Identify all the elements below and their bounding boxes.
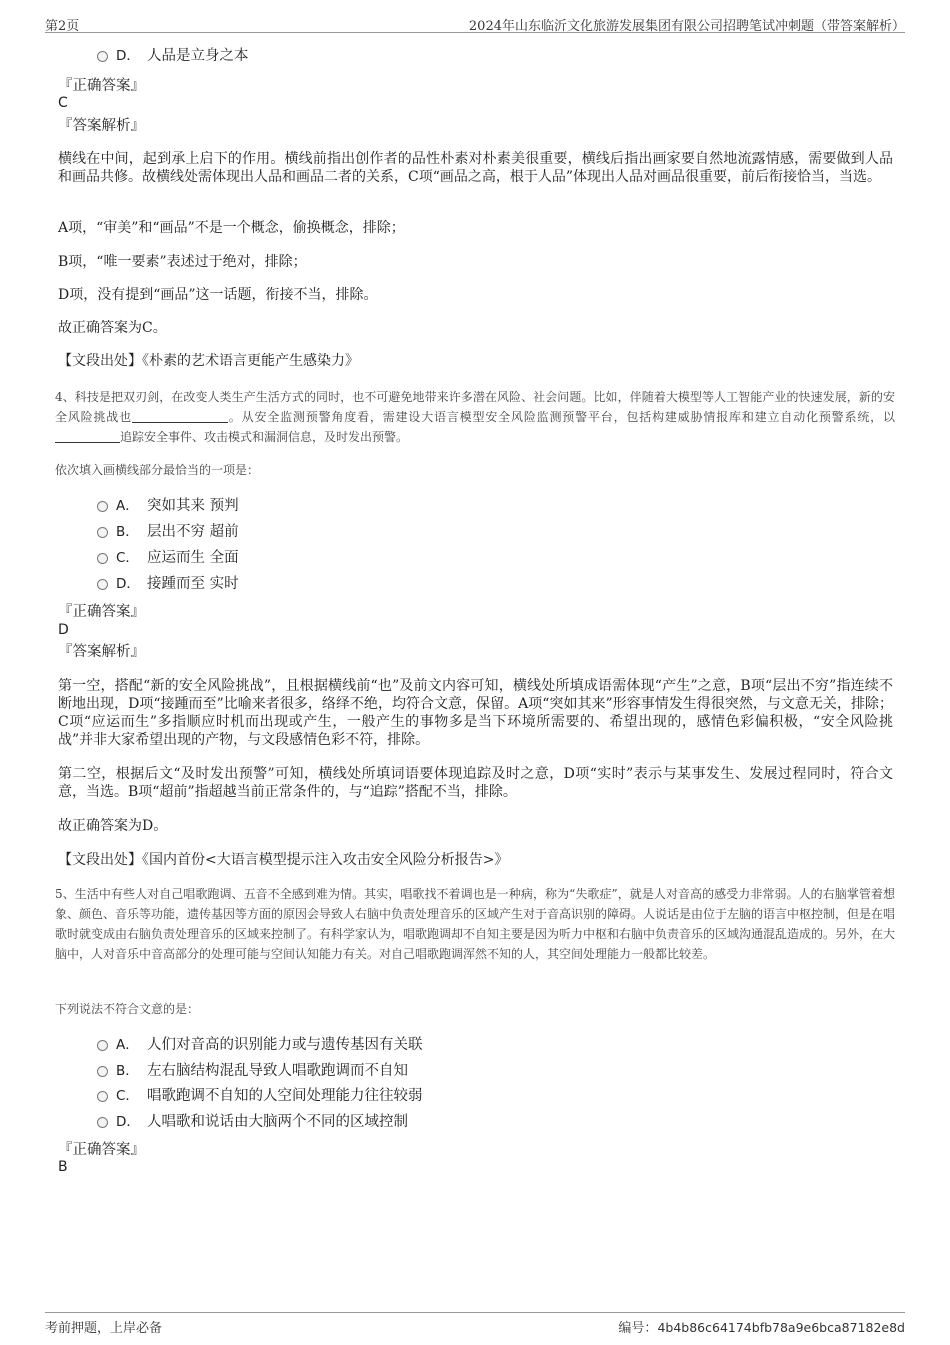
- q3-analysis-p4: D项，没有提到“画品”这一话题，衔接不当，排除。: [58, 287, 378, 303]
- q3-analysis-p3: B项，“唯一要素”表述过于绝对，排除；: [58, 254, 307, 270]
- q4-prompt: 依次填入画横线部分最恰当的一项是：: [55, 463, 260, 477]
- q5-answer: B: [58, 1159, 68, 1175]
- radio-icon[interactable]: [97, 579, 108, 590]
- radio-icon[interactable]: [97, 1091, 108, 1102]
- q4-answer: D: [58, 622, 69, 638]
- footer-slogan: 考前押题，上岸必备: [45, 1321, 163, 1336]
- radio-icon[interactable]: [97, 1066, 108, 1077]
- q4-analysis-p1: 第一空，搭配“新的安全风险挑战”，且根据横线前“也”及前文内容可知，横线处所填成语需体现“产生”之意，B项“层出不穷”指连续不断地出现，D项“接踵而至”比喻来者很多，络绎不绝，均符合文意，保留。A项“突如其来”形容事情发生得很突然，与文意无关，排除；C项“应运而生”多指顺应时机而出现或产生，一般产生的事物多是当下环境所需要的、希望出现的，感情色彩偏积极，“安全风险挑战”并非大家希望出现的产物，与文段感情色彩不符，排除。: [58, 678, 893, 748]
- q3-answer-label: 『正确答案』: [58, 78, 145, 94]
- q5-option-c[interactable]: C． 唱歌跑调不自知的人空间处理能力往往较弱: [97, 1087, 423, 1105]
- q4-analysis-label: 『答案解析』: [58, 644, 145, 660]
- q5-prompt: 下列说法不符合文意的是：: [55, 1002, 200, 1016]
- q5-option-b[interactable]: B． 左右脑结构混乱导致人唱歌跑调而不自知: [97, 1062, 408, 1080]
- q4-option-a[interactable]: A． 突如其来 预判: [97, 497, 239, 515]
- q5-option-d[interactable]: D． 人唱歌和说话由大脑两个不同的区域控制: [97, 1113, 408, 1131]
- radio-icon[interactable]: [97, 501, 108, 512]
- q4-option-c[interactable]: C． 应运而生 全面: [97, 549, 239, 567]
- page-footer: [45, 1312, 905, 1337]
- document-title: 2024年山东临沂文化旅游发展集团有限公司招聘笔试冲刺题（带答案解析）: [468, 19, 905, 34]
- q3-conclusion: 故正确答案为C。: [58, 320, 167, 336]
- q3-analysis-p2: A项，“审美”和“画品”不是一个概念，偷换概念，排除；: [58, 220, 405, 236]
- q3-option-d[interactable]: D． 人品是立身之本: [97, 47, 249, 65]
- q4-option-b[interactable]: B． 层出不穷 超前: [97, 523, 239, 541]
- blank-line: [132, 410, 228, 423]
- page-number: 第2页: [45, 19, 80, 34]
- q5-option-a[interactable]: A． 人们对音高的识别能力或与遗传基因有关联: [97, 1036, 423, 1054]
- q4-analysis-p2: 第二空，根据后文“及时发出预警”可知，横线处所填词语要体现追踪及时之意，D项“实时”表示与某事发生、发展过程同时，符合文意，当选。B项“超前”指超越当前正常条件的，与“追踪”搭配不当，排除。: [58, 766, 893, 800]
- q4-stem: 4、科技是把双刃剑，在改变人类生产生活方式的同时，也不可避免地带来许多潜在风险、社会问题。比如，伴随着大模型等人工智能产业的快速发展，新的安全风险挑战也 。从安全监测预警角度看，需建设大语言模型安全风险监测预警平台，包括构建威胁情报库和建立自动化预警系统，以追踪安全事件、攻击模式和漏洞信息，及时发出预警。: [55, 390, 895, 444]
- document-id: 编号：4b4b86c64174bfb78a9e6bca87182e8d: [618, 1320, 905, 1336]
- radio-icon[interactable]: [97, 1117, 108, 1128]
- radio-icon[interactable]: [97, 51, 108, 62]
- q5-stem: 5、生活中有些人对自己唱歌跑调、五音不全感到难为情。其实，唱歌找不着调也是一种病，称为“失歌症”，就是人对音高的感受力非常弱。人的右脑掌管着想象、颜色、音乐等功能，遗传基因等方面的原因会导致人右脑中负责处理音乐的区域产生对于音高识别的障碍。人说话是由位于左脑的语言中枢控制，但是在唱歌时就变成由右脑负责处理音乐的区域来控制了。有科学家认为，唱歌跑调却不自知主要是因为听力中枢和右脑中负责音乐的区域沟通混乱造成的。另外，在大脑中，人对音乐中音高部分的处理可能与空间认知能力有关。对自己唱歌跑调浑然不知的人，其空间处理能力一般都比较差。: [55, 887, 896, 961]
- radio-icon[interactable]: [97, 1040, 108, 1051]
- q4-conclusion: 故正确答案为D。: [58, 818, 168, 834]
- q3-analysis-label: 『答案解析』: [58, 118, 145, 134]
- page-header: [45, 12, 905, 33]
- radio-icon[interactable]: [97, 553, 108, 564]
- q4-source: 【文段出处】《国内首份<大语言模型提示注入攻击安全风险分析报告>》: [58, 852, 509, 868]
- q4-option-d[interactable]: D． 接踵而至 实时: [97, 575, 239, 593]
- q3-source: 【文段出处】《朴素的艺术语言更能产生感染力》: [58, 353, 359, 369]
- q4-answer-label: 『正确答案』: [58, 604, 145, 620]
- blank-line: [55, 430, 120, 443]
- q5-answer-label: 『正确答案』: [58, 1142, 145, 1158]
- q3-analysis-p1: 横线在中间，起到承上启下的作用。横线前指出创作者的品性朴素对朴素美很重要，横线后指出画家要自然地流露情感，需要做到人品和画品共修。故横线处需体现出人品和画品二者的关系，C项“画品之高，根于人品”体现出人品对画品很重要，前后衔接恰当，当选。: [58, 151, 893, 185]
- q3-answer: C: [58, 95, 68, 111]
- radio-icon[interactable]: [97, 527, 108, 538]
